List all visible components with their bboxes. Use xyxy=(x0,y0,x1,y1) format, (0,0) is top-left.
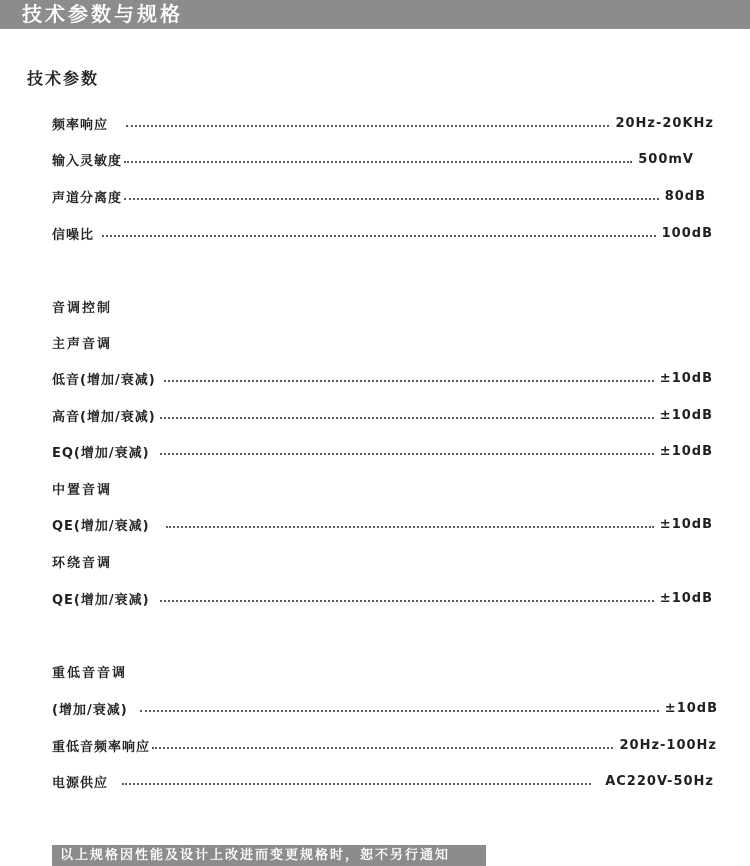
page-title: 技术参数与规格 xyxy=(22,2,183,26)
dot-leader xyxy=(160,453,654,455)
spec-row-treble xyxy=(52,405,713,425)
dot-leader xyxy=(126,125,609,127)
heading-tone-control: 音调控制 xyxy=(52,301,113,316)
spec-row-center-qe xyxy=(52,514,713,534)
spec-value: ±10dB xyxy=(659,407,713,423)
spec-value: ±10dB xyxy=(659,370,713,386)
section-title: 技术参数 xyxy=(27,69,100,88)
spec-row-subwoofer-gain xyxy=(52,698,718,718)
spec-value: 20Hz-100Hz xyxy=(619,737,717,753)
spec-label: EQ(增加/衰减) xyxy=(52,445,150,461)
spec-value: 80dB xyxy=(664,188,706,204)
spec-value: 500mV xyxy=(638,151,694,167)
spec-value: AC220V-50Hz xyxy=(605,773,714,789)
spec-label: 声道分离度 xyxy=(52,190,123,206)
spec-label: 信噪比 xyxy=(52,227,95,243)
header-bar xyxy=(0,0,750,29)
dot-leader xyxy=(160,600,654,602)
heading-main-tone: 主声音调 xyxy=(52,337,113,352)
spec-row-surround-qe xyxy=(52,588,713,608)
dot-leader xyxy=(164,380,654,382)
spec-label: QE(增加/衰减) xyxy=(52,592,150,608)
dot-leader xyxy=(140,710,659,712)
spec-row-power-supply xyxy=(52,771,714,791)
spec-value: 20Hz-20KHz xyxy=(615,115,714,131)
spec-label: (增加/衰减) xyxy=(52,702,128,718)
dot-leader xyxy=(102,235,656,237)
spec-row-eq xyxy=(52,441,713,461)
dot-leader xyxy=(152,747,613,749)
spec-label: 电源供应 xyxy=(52,775,109,791)
spec-label: QE(增加/衰减) xyxy=(52,518,150,534)
spec-label: 高音(增加/衰减) xyxy=(52,409,156,425)
heading-center-tone: 中置音调 xyxy=(52,483,113,498)
spec-row-snr xyxy=(52,223,713,243)
spec-row-subwoofer-frequency xyxy=(52,735,717,755)
dot-leader xyxy=(122,783,591,785)
heading-subwoofer-tone: 重低音音调 xyxy=(52,666,128,681)
spec-row-bass xyxy=(52,368,713,388)
spec-row-frequency-response xyxy=(52,113,714,133)
heading-surround-tone: 环绕音调 xyxy=(52,556,113,571)
spec-value: ±10dB xyxy=(659,516,713,532)
spec-label: 频率响应 xyxy=(52,117,109,133)
spec-label: 低音(增加/衰减) xyxy=(52,372,156,388)
dot-leader xyxy=(160,417,654,419)
spec-value: ±10dB xyxy=(659,443,713,459)
spec-row-channel-separation xyxy=(52,186,706,206)
notice-banner: 以上规格因性能及设计上改进而变更规格时，恕不另行通知 xyxy=(52,845,486,866)
spec-label: 输入灵敏度 xyxy=(52,153,123,169)
spec-value: 100dB xyxy=(661,225,713,241)
spec-value: ±10dB xyxy=(659,590,713,606)
dot-leader xyxy=(124,198,659,200)
spec-row-input-sensitivity xyxy=(52,149,694,169)
dot-leader xyxy=(124,161,632,163)
dot-leader xyxy=(166,526,654,528)
spec-label: 重低音频率响应 xyxy=(52,739,151,755)
spec-value: ±10dB xyxy=(664,700,718,716)
